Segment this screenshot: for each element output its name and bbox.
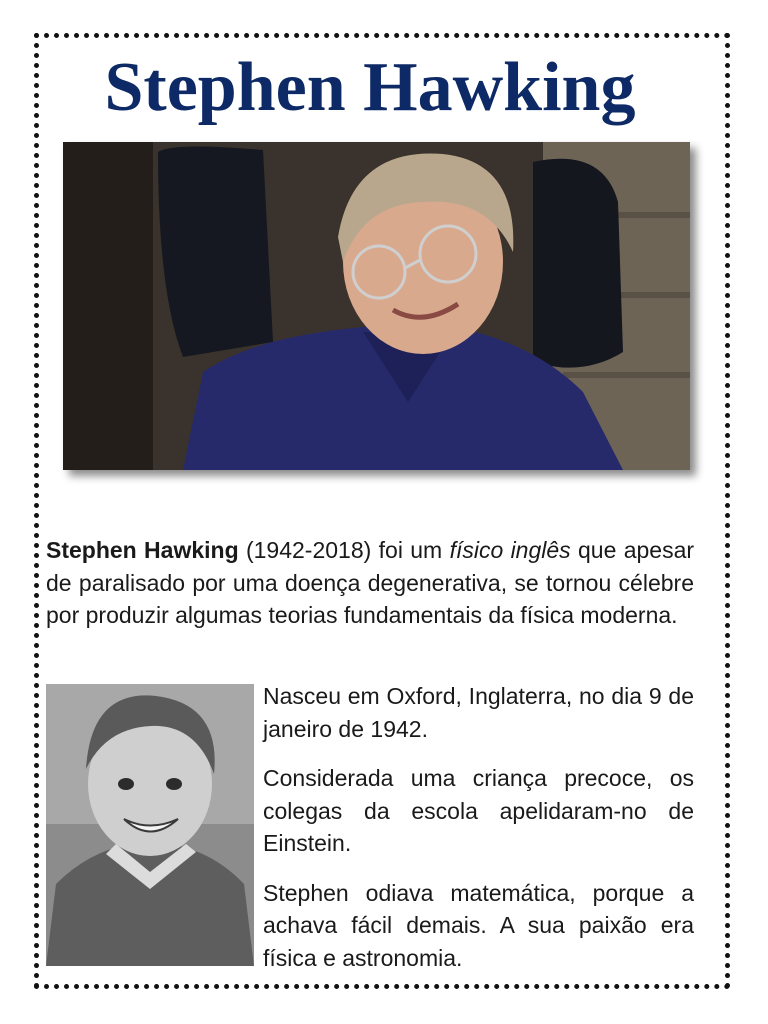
paragraph-birth: Nasceu em Oxford, Inglaterra, no dia 9 de janeiro de 1942. bbox=[263, 683, 694, 742]
portrait-photo-adult bbox=[63, 142, 690, 470]
intro-paragraph bbox=[46, 534, 694, 632]
intro-years: (1942-2018) bbox=[245, 537, 372, 563]
portrait-photo-child bbox=[46, 684, 254, 966]
paragraph-nickname: Considerada uma criança precoce, os colegas da escola apelidaram-no de Einstein. bbox=[263, 765, 694, 856]
intro-text-after: que apesar de paralisado por uma doença degenerativa, se tornou célebre por produzir algumas teorias fundamentais da física moderna. bbox=[46, 537, 695, 628]
portrait-illustration bbox=[63, 142, 690, 470]
child-illustration bbox=[46, 684, 254, 966]
intro-text-before: foi um bbox=[378, 537, 443, 563]
page-title: Stephen Hawking bbox=[104, 49, 636, 126]
intro-name: Stephen Hawking bbox=[46, 537, 239, 563]
paragraph-passion: Stephen odiava matemática, porque a achava fácil demais. A sua paixão era física e astronomia. bbox=[263, 879, 694, 971]
intro-italic-phrase: físico inglês bbox=[449, 537, 571, 563]
biography-paragraphs bbox=[263, 680, 694, 991]
